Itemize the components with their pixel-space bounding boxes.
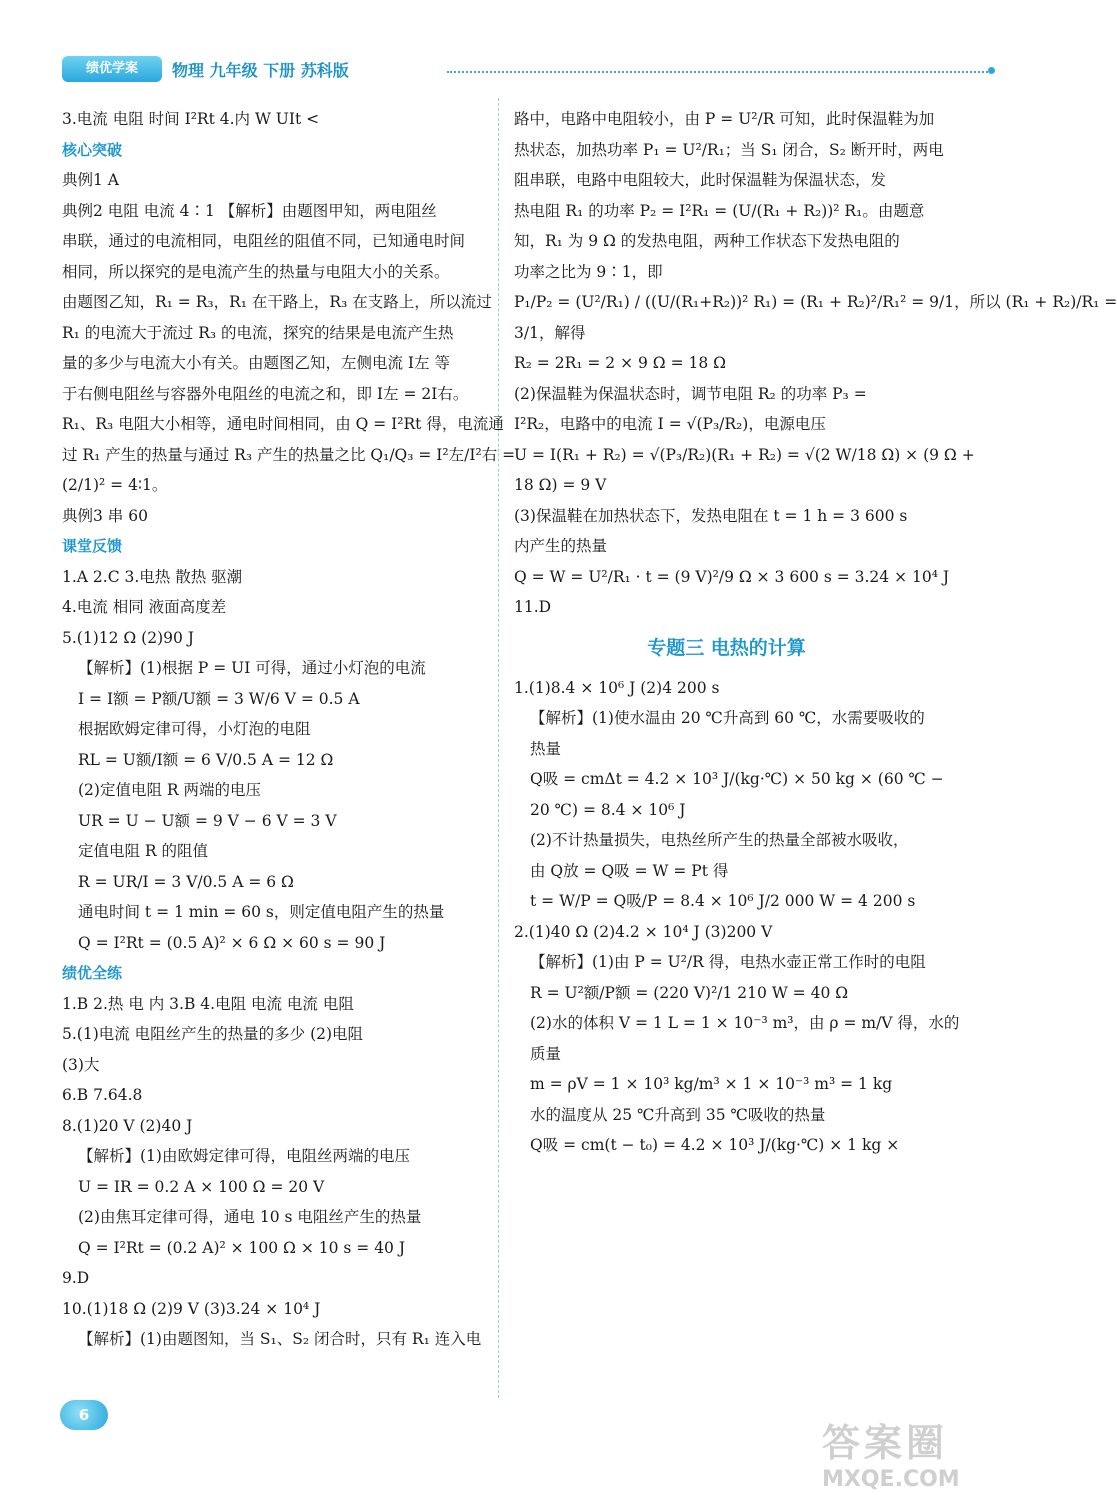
- explanation-line: 热电阻 R₁ 的功率 P₂ = I²R₁ = (U/(R₁ + R₂))² R₁。由题意: [514, 201, 925, 220]
- page-number-badge: 6: [60, 1400, 108, 1430]
- explanation-line: 质量: [530, 1044, 562, 1063]
- answer-line: 6.B 7.64.8: [62, 1086, 143, 1104]
- explanation-line: 【解析】(1)由题图知，当 S₁、S₂ 闭合时，只有 R₁ 连入电: [78, 1330, 482, 1348]
- answer-line: 由题图乙知，R₁ = R₃，R₁ 在干路上，R₃ 在支路上，所以流过: [62, 293, 492, 311]
- explanation-line: (2)由焦耳定律可得，通电 10 s 电阻丝产生的热量: [78, 1208, 422, 1226]
- formula-line: 3/1，解得: [514, 323, 586, 342]
- answer-line: 于右侧电阻丝与容器外电阻丝的电流之和，即 I左 = 2I右。: [62, 384, 469, 403]
- section-heading-feedback: 课堂反馈: [62, 537, 123, 555]
- explanation-line: 【解析】(1)由 P = U²/R 得，电热水壶正常工作时的电阻: [530, 953, 926, 971]
- explanation-line: (2)保温鞋为保温状态时，调节电阻 R₂ 的功率 P₃ =: [514, 384, 867, 403]
- formula-line: R = U²额/P额 = (220 V)²/1 210 W = 40 Ω: [530, 983, 849, 1002]
- answer-line: 串联，通过的电流相同，电阻丝的阻值不同，已知通电时间: [62, 232, 466, 250]
- explanation-line: (3)保温鞋在加热状态下，发热电阻在 t = 1 h = 3 600 s: [514, 506, 908, 525]
- page-header: [62, 56, 942, 88]
- formula-line: t = W/P = Q吸/P = 8.4 × 10⁶ J/2 000 W = 4 200 s: [530, 892, 916, 910]
- section-heading-practice: 绩优全练: [62, 964, 123, 982]
- right-column: [514, 104, 1117, 1161]
- column-divider: [498, 98, 499, 1398]
- explanation-line: 阻串联，电路中电阻较大，此时保温鞋为保温状态，发: [514, 171, 887, 189]
- formula-line: 18 Ω) = 9 V: [514, 476, 607, 494]
- watermark-logo-text: 答案圈: [822, 1421, 949, 1465]
- answer-line: 典例2 电阻 电流 4∶1 【解析】由题图甲知，两电阻丝: [62, 201, 437, 220]
- answer-line: 1.B 2.热 电 内 3.B 4.电阻 电流 电流 电阻: [62, 994, 354, 1013]
- formula-line: Q = I²Rt = (0.2 A)² × 100 Ω × 10 s = 40 J: [78, 1238, 406, 1257]
- explanation-line: 知，R₁ 为 9 Ω 的发热电阻，两种工作状态下发热电阻的: [514, 232, 900, 250]
- formula-line: Q吸 = cmΔt = 4.2 × 10³ J/(kg·℃) × 50 kg × (60 ℃ −: [530, 770, 944, 788]
- answer-line: 3.电流 电阻 时间 I²Rt 4.内 W UIt <: [62, 110, 320, 128]
- formula-line: RL = U额/I额 = 6 V/0.5 A = 12 Ω: [78, 750, 334, 769]
- formula-line: R₂ = 2R₁ = 2 × 9 Ω = 18 Ω: [514, 354, 726, 372]
- explanation-line: 【解析】(1)由欧姆定律可得，电阻丝两端的电压: [78, 1147, 410, 1165]
- topic-title: 专题三 电热的计算: [647, 636, 806, 659]
- formula-line: Q = W = U²/R₁ · t = (9 V)²/9 Ω × 3 600 s = 3.24 × 10⁴ J: [514, 567, 950, 586]
- watermark-domain: MXQE.COM: [822, 1467, 960, 1492]
- answer-line: 11.D: [514, 598, 552, 616]
- answer-line: 5.(1)12 Ω (2)90 J: [62, 628, 194, 647]
- formula-line: I = I额 = P额/U额 = 3 W/6 V = 0.5 A: [78, 689, 360, 708]
- formula-line: 20 ℃) = 8.4 × 10⁶ J: [530, 800, 686, 819]
- explanation-line: 内产生的热量: [514, 537, 608, 555]
- explanation-line: I²R₂，电路中的电流 I = √(P₃/R₂)，电源电压: [514, 415, 826, 433]
- answer-line: 典例3 串 60: [62, 506, 148, 525]
- formula-line: m = ρV = 1 × 10³ kg/m³ × 1 × 10⁻³ m³ = 1 kg: [530, 1075, 893, 1093]
- explanation-line: 【解析】(1)根据 P = UI 可得，通过小灯泡的电流: [78, 659, 426, 677]
- explanation-line: 路中，电路中电阻较小，由 P = U²/R 可知，此时保温鞋为加: [514, 110, 935, 128]
- site-watermark: [822, 1412, 990, 1490]
- explanation-line: 热量: [530, 739, 562, 758]
- formula-line: Q吸 = cm(t − t₀) = 4.2 × 10³ J/(kg·℃) × 1 kg ×: [530, 1136, 900, 1154]
- formula-line: R = UR/I = 3 V/0.5 A = 6 Ω: [78, 872, 294, 891]
- answer-line: 5.(1)电流 电阻丝产生的热量的多少 (2)电阻: [62, 1025, 364, 1043]
- explanation-line: 通电时间 t = 1 min = 60 s，则定值电阻产生的热量: [78, 903, 445, 921]
- answer-line: R₁、R₃ 电阻大小相等，通电时间相同，由 Q = I²Rt 得，电流通: [62, 415, 504, 433]
- answer-line: 4.电流 相同 液面高度差: [62, 598, 227, 616]
- answer-line: 9.D: [62, 1269, 90, 1287]
- explanation-line: 根据欧姆定律可得，小灯泡的电阻: [78, 720, 311, 738]
- formula-line: U = IR = 0.2 A × 100 Ω = 20 V: [78, 1177, 325, 1196]
- header-end-dot: [988, 67, 995, 74]
- explanation-line: 定值电阻 R 的阻值: [78, 842, 209, 860]
- explanation-line: (2)不计热量损失，电热丝所产生的热量全部被水吸收，: [530, 831, 909, 849]
- book-title: 物理 九年级 下册 苏科版: [172, 61, 349, 80]
- explanation-line: 由 Q放 = Q吸 = W = Pt 得: [530, 861, 729, 880]
- formula-line: UR = U − U额 = 9 V − 6 V = 3 V: [78, 811, 337, 830]
- formula-line: 过 R₁ 产生的热量与通过 R₃ 产生的热量之比 Q₁/Q₃ = I²左/I²右 =: [62, 445, 516, 464]
- explanation-line: 【解析】(1)使水温由 20 ℃升高到 60 ℃，水需要吸收的: [530, 709, 925, 727]
- explanation-line: 水的温度从 25 ℃升高到 35 ℃吸收的热量: [530, 1105, 826, 1124]
- explanation-line: (2)水的体积 V = 1 L = 1 × 10⁻³ m³，由 ρ = m/V 得，水的: [530, 1014, 960, 1032]
- answer-line: R₁ 的电流大于流过 R₃ 的电流，探究的结果是电流产生热: [62, 323, 454, 342]
- left-column: [62, 104, 516, 1355]
- answer-line: 8.(1)20 V (2)40 J: [62, 1116, 193, 1135]
- explanation-line: 热状态，加热功率 P₁ = U²/R₁；当 S₁ 闭合，S₂ 断开时，两电: [514, 140, 944, 159]
- header-dotted-rule: [447, 71, 992, 73]
- answer-line: 10.(1)18 Ω (2)9 V (3)3.24 × 10⁴ J: [62, 1299, 321, 1318]
- answer-line: 1.(1)8.4 × 10⁶ J (2)4 200 s: [514, 678, 720, 697]
- section-heading-core: 核心突破: [62, 140, 123, 159]
- formula-line: (2/1)² = 4∶1。: [62, 476, 168, 494]
- answer-line: 相同，所以探究的是电流产生的热量与电阻大小的关系。: [62, 262, 450, 281]
- formula-line: Q = I²Rt = (0.5 A)² × 6 Ω × 60 s = 90 J: [78, 933, 386, 952]
- formula-line: U = I(R₁ + R₂) = √(P₃/R₂)(R₁ + R₂) = √(2 W/18 Ω) × (9 Ω +: [514, 445, 975, 464]
- answer-line: 典例1 A: [62, 171, 119, 189]
- answer-line: 量的多少与电流大小有关。由题图乙知，左侧电流 I左 等: [62, 354, 450, 372]
- formula-line: P₁/P₂ = (U²/R₁) / ((U/(R₁+R₂))² R₁) = (R₁ + R₂)²/R₁² = 9/1，所以 (R₁ + R₂)/R₁ =: [514, 293, 1117, 311]
- series-logo-badge: 绩优学案: [62, 56, 162, 82]
- answer-line: 1.A 2.C 3.电热 散热 驱潮: [62, 567, 243, 586]
- answer-line: 2.(1)40 Ω (2)4.2 × 10⁴ J (3)200 V: [514, 922, 773, 941]
- explanation-line: 功率之比为 9∶1，即: [514, 262, 663, 281]
- explanation-line: (2)定值电阻 R 两端的电压: [78, 781, 261, 799]
- answer-line: (3)大: [62, 1055, 100, 1074]
